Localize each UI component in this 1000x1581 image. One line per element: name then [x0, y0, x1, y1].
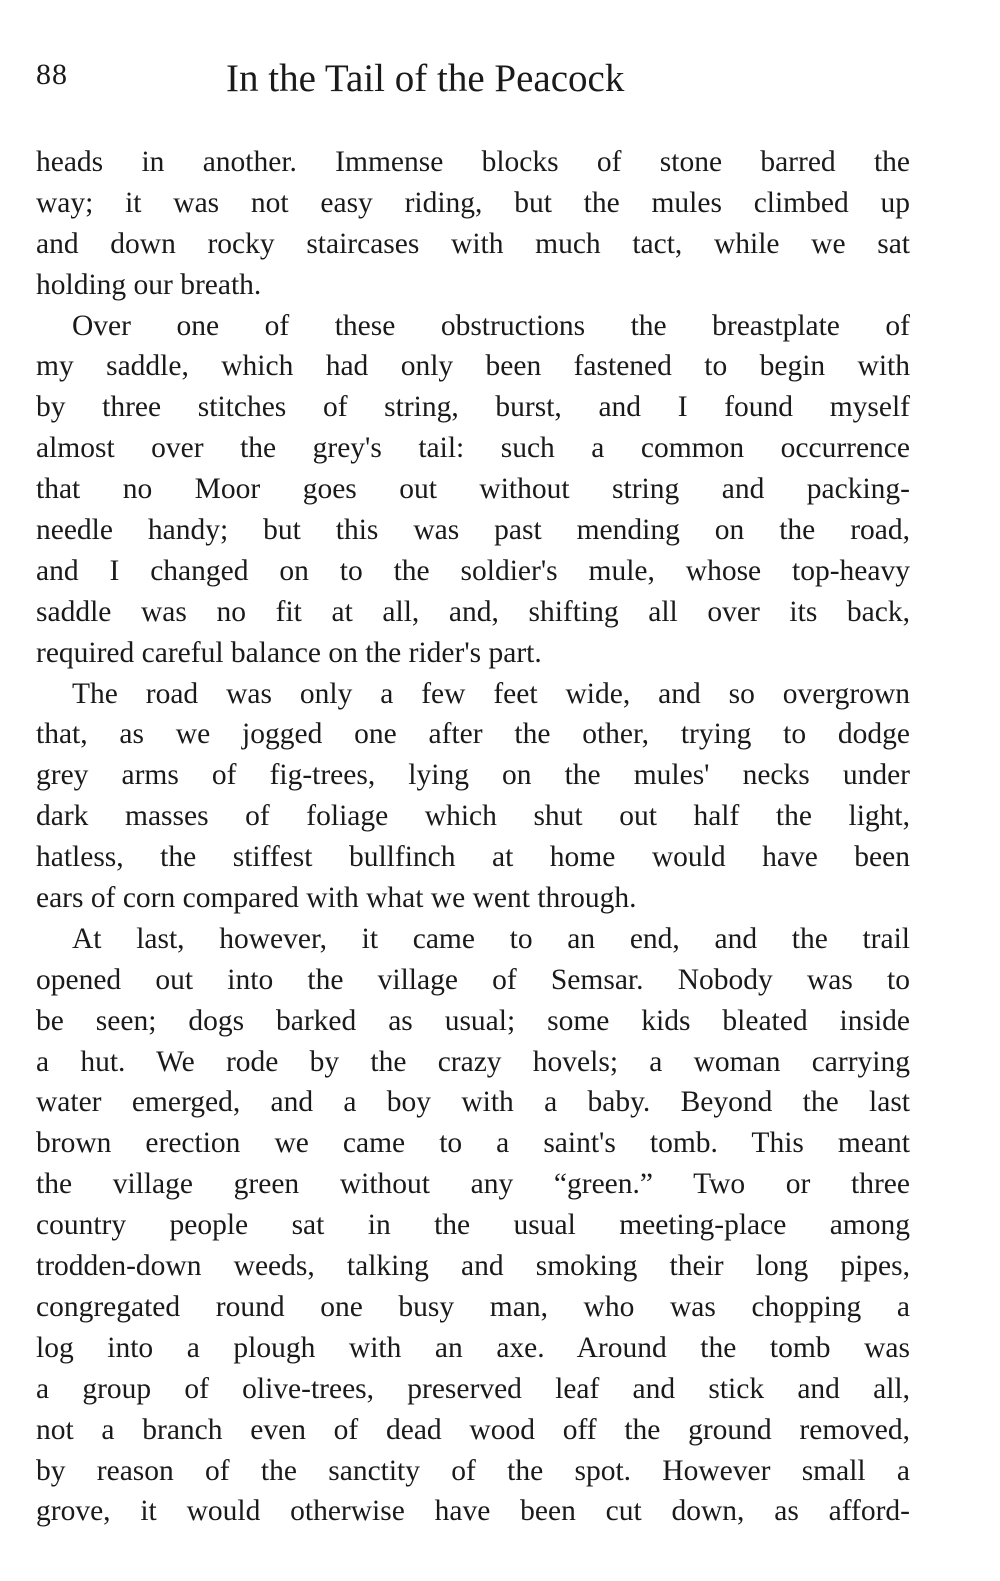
text-line: be seen; dogs barked as usual; some kids bleated inside [36, 1004, 910, 1037]
text-line: holding our breath. [36, 268, 262, 301]
text-line: brown erection we came to a saint's tomb. This meant [36, 1127, 910, 1160]
text-line: ears of corn compared with what we went through. [36, 882, 637, 915]
text-line: by reason of the sanctity of the spot. However small a [36, 1454, 910, 1487]
text-line: heads in another. Immense blocks of stone barred the [36, 146, 910, 178]
text-line: log into a plough with an axe. Around the tomb was [36, 1331, 910, 1364]
text-line: that, as we jogged one after the other, trying to dodge [36, 718, 910, 751]
running-title: In the Tail of the Peacock [226, 57, 625, 100]
paragraph [36, 306, 910, 674]
text-line: grey arms of fig-trees, lying on the mules' necks under [36, 759, 910, 792]
text-line: and down rocky staircases with much tact, while we sat [36, 227, 910, 260]
paragraph [36, 919, 910, 1532]
text-line: At last, however, it came to an end, and the trail [72, 922, 910, 955]
text-line: the village green without any “green.” Two or three [36, 1168, 910, 1201]
paragraph [36, 142, 910, 306]
body-text [36, 142, 910, 1532]
text-line: hatless, the stiffest bullfinch at home would have been [36, 841, 910, 874]
text-line: The road was only a few feet wide, and so overgrown [72, 677, 910, 710]
text-line: country people sat in the usual meeting-place among [36, 1209, 910, 1242]
page-header [36, 52, 910, 114]
text-line: needle handy; but this was past mending on the road, [36, 514, 910, 547]
text-line: congregated round one busy man, who was chopping a [36, 1290, 910, 1323]
text-line: trodden-down weeds, talking and smoking their long pipes, [36, 1250, 910, 1283]
text-line: that no Moor goes out without string and packing- [36, 473, 910, 506]
text-line: a hut. We rode by the crazy hovels; a woman carrying [36, 1045, 910, 1078]
text-line: not a branch even of dead wood off the ground removed, [36, 1413, 910, 1446]
paragraph [36, 674, 910, 919]
text-line: required careful balance on the rider's part. [36, 636, 542, 669]
page-number: 88 [36, 58, 68, 91]
text-line: grove, it would otherwise have been cut down, as afford- [36, 1495, 910, 1528]
text-line: my saddle, which had only been fastened to begin with [36, 350, 910, 383]
text-line: by three stitches of string, burst, and I found myself [36, 391, 910, 424]
text-line: way; it was not easy riding, but the mules climbed up [36, 186, 910, 219]
text-line: a group of olive-trees, preserved leaf and stick and all, [36, 1372, 910, 1405]
text-line: and I changed on to the soldier's mule, whose top-heavy [36, 554, 910, 587]
text-line: almost over the grey's tail: such a common occurrence [36, 432, 910, 465]
text-line: Over one of these obstructions the breastplate of [72, 309, 910, 342]
text-line: water emerged, and a boy with a baby. Beyond the last [36, 1086, 910, 1119]
text-line: dark masses of foliage which shut out half the light, [36, 800, 910, 833]
book-page [36, 52, 910, 1532]
text-line: opened out into the village of Semsar. Nobody was to [36, 963, 910, 996]
text-line: saddle was no fit at all, and, shifting all over its back, [36, 595, 910, 628]
